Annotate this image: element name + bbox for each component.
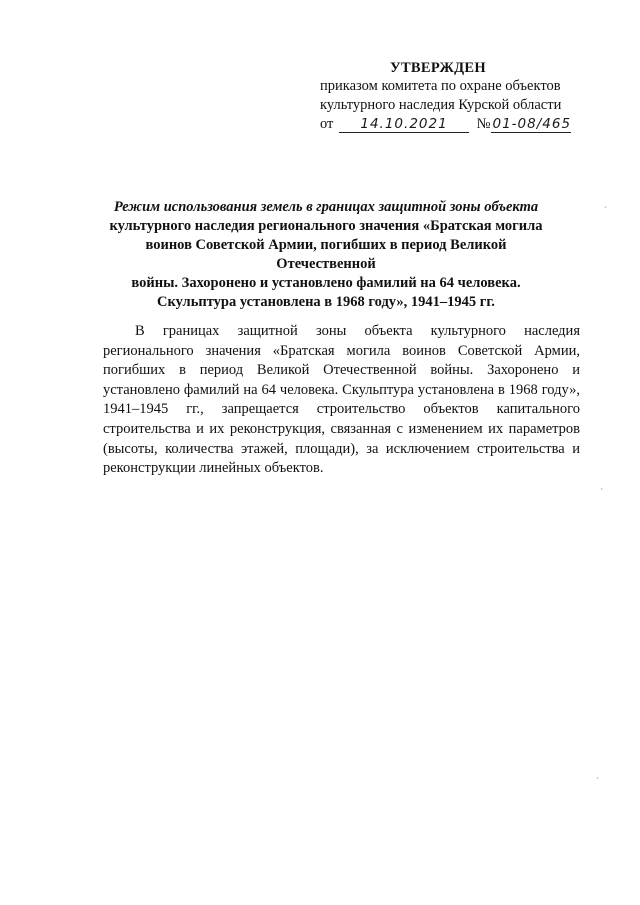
approval-title: УТВЕРЖДЕН [390,60,486,76]
title-line-3: воинов Советской Армии, погибших в период Великой Отечественной [145,237,507,272]
title-line-2: культурного наследия регионального значения «Братская могила [109,218,543,234]
approval-order-line: приказом комитета по охране объектов [320,78,561,94]
scan-mark: ˊ [596,776,599,786]
title-line-4: войны. Захоронено и установлено фамилий на 64 человека. [131,275,521,291]
scan-mark: ˊ [604,205,607,215]
title-line-5: Скульптура установлена в 1968 году», 1941–1945 гг. [157,294,495,310]
number-sign: № [476,116,491,132]
date-prefix: от [320,116,334,132]
scan-mark: ˊ [600,487,603,497]
approval-date-row [318,116,618,133]
body-paragraph: В границах защитной зоны объекта культурного наследия регионального значения «Братская могила воинов Советской Армии, погибших в период Великой Отечественной войны. Захоронено и установлено фамилий на 64 человека. Скульптура установлена в 1968 году», 1941–1945 гг., запрещается строительство объектов капитального строительства и их реконструкция, связанная с изменением их параметров (высоты, количества этажей, площади), за исключением строительства и реконструкции линейных объектов. [103,323,580,477]
handwritten-number: 01-08/465 [492,116,572,132]
title-line-1: Режим использования земель в границах защитной зоны объекта [113,199,539,215]
document-title [96,198,556,312]
handwritten-date: 14.10.2021 [339,117,469,133]
approval-org-line: культурного наследия Курской области [320,97,562,113]
approval-block [318,60,618,133]
